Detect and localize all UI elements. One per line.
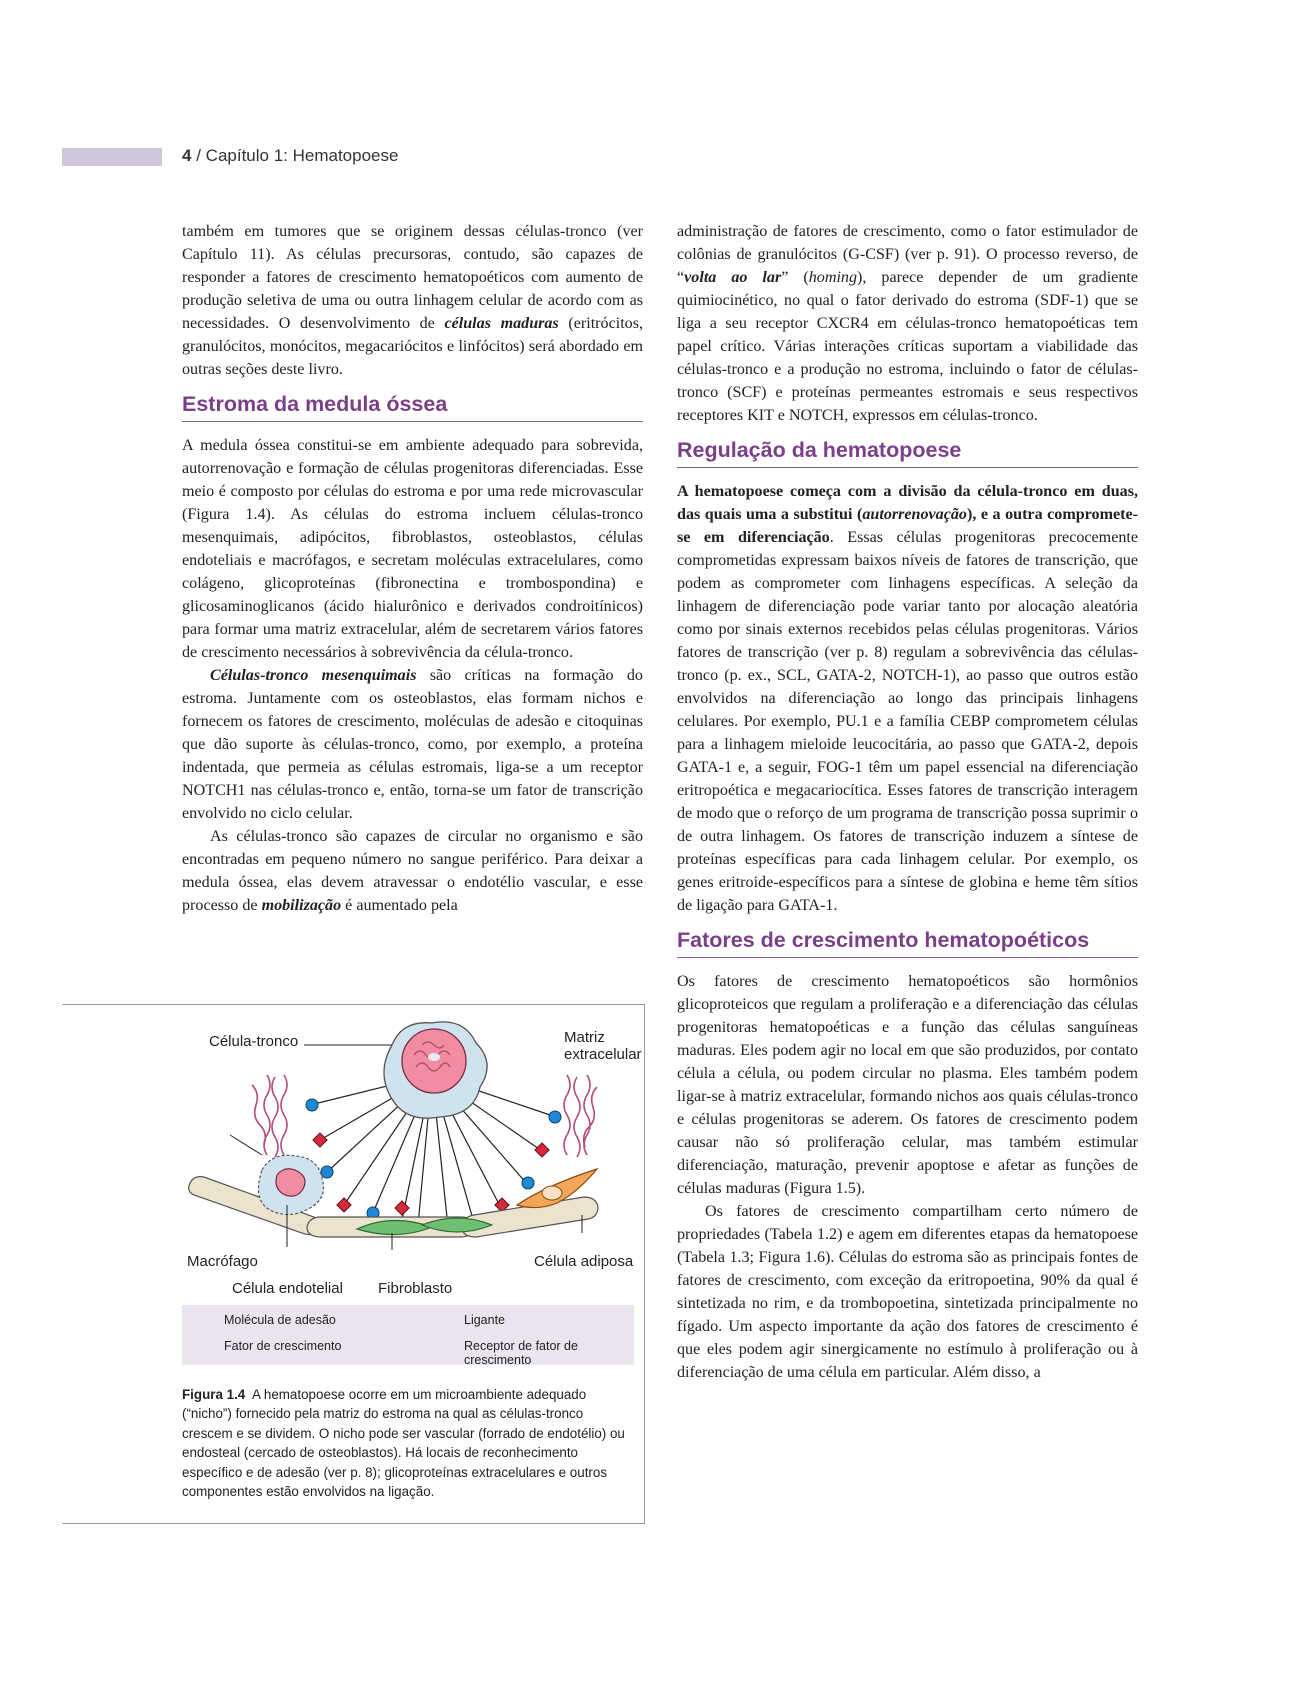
header-separator: /	[196, 146, 201, 165]
caption-text: A hematopoese ocorre em um microambiente adequado (“nicho”) fornecido pela matriz do estroma na qual as células-tronco crescem e se dividem. O nicho pode ser vascular (forrado de endotélio) ou endosteal (cercado de osteoblastos). Há locais de reconhecimento específico e de adesão (ver p. 8); glicoproteínas extracelulares e outros componentes estão envolvidos na ligação.	[182, 1387, 625, 1500]
label-stem-cell: Célula-tronco	[209, 1033, 299, 1050]
paragraph: A medula óssea constitui-se em ambiente adequado para sobrevida, autorrenovação e formação de células progenitoras diferenciadas. Esse meio é composto por células do estroma e por uma rede microvascular (Figura 1.4). As células do estroma incluem células-tronco mesenquimais, adipócitos, fibroblastos, osteoblastos, células endoteliais e macrófagos, e secretam moléculas extracelulares, como colágeno, glicoproteínas (fibronectina e trombospondina) e glicosaminoglicanos (ácido hialurônico e derivados condroitínicos) para formar uma matriz extracelular, além de secretarem vários fatores de crescimento necessários à sobrevivência da célula-tronco.	[182, 437, 643, 661]
paragraph: Os fatores de crescimento compartilham certo número de propriedades (Tabela 1.2) e agem em diferentes etapas da hematopoese (Tabela 1.3; Figura 1.6). Células do estroma são as principais fontes de fatores de crescimento, com exceção da eritropoetina, 90% da qual é sintetizada no rim, e da trombopoetina, sintetizada principalmente no fígado. Um aspecto importante da ação dos fatores de crescimento é que eles podem agir sinergicamente no estímulo à proliferação ou à diferenciação de uma célula em particular. Além disso, a	[677, 1203, 1138, 1381]
legend-growth-factor: Fator de crescimento	[224, 1339, 342, 1353]
right-column	[677, 220, 1138, 1384]
paragraph: A hematopoese começa com a divisão da célula-tronco em duas, das quais uma a substitui (autorrenovação), e a outra compromete-se em diferenciação. Essas células progenitoras precocemente comprometidas expressam baixos níveis de fatores de transcrição, que podem as comprometer com linhagens específicas. A seleção da linhagem de diferenciação pode variar tanto por alocação aleatória como por sinais externos recebidos pelas células progenitoras. Vários fatores de transcrição (ver p. 8) regulam a sobrevivência das células-tronco (p. ex., SCL, GATA-2, NOTCH-1), ao passo que outros estão envolvidos na diferenciação ao longo das principais linhagens celulares. Por exemplo, PU.1 e a família CEBP comprometem células para a linhagem mieloide leucocitária, ao passo que GATA-2, depois GATA-1 e, a seguir, FOG-1 têm um papel essencial na diferenciação eritropoética e megacariocítica. Esses fatores de transcrição interagem de modo que o reforço de um programa de transcrição possa suprimir o de outra linhagem. Os fatores de transcrição induzem a síntese de proteínas específicas para cada linhagem celular. Por exemplo, os genes eritroide-específicos para a síntese de globina e heme têm sítios de ligação para GATA-1.	[677, 483, 1138, 914]
legend-receptor: Receptor de fator de crescimento	[464, 1339, 578, 1367]
paragraph: Células-tronco mesenquimais são críticas na formação do estroma. Juntamente com os osteoblastos, elas formam nichos e fornecem os fatores de crescimento, moléculas de adesão e citoquinas que dão suporte às células-tronco, como, por exemplo, a proteína indentada, que permeia as células estromais, liga-se a um receptor NOTCH1 nas células-tronco e, então, torna-se um fator de transcrição envolvido no ciclo celular.	[182, 667, 643, 822]
paragraph: As células-tronco são capazes de circular no organismo e são encontradas em pequeno número no sangue periférico. Para deixar a medula óssea, elas devem atravessar o endotélio vascular, e esse processo de mobilização é aumentado pela	[182, 828, 643, 914]
running-header	[182, 146, 398, 166]
page-number: 4	[182, 146, 192, 165]
section-heading: Fatores de crescimento hematopoéticos	[677, 927, 1138, 958]
label-endothelial-cell: Célula endotelial	[232, 1280, 343, 1297]
label-macrophage: Macrófago	[187, 1253, 258, 1270]
growth-factors	[313, 1133, 549, 1215]
header-color-bar	[62, 148, 162, 166]
caption-label: Figura 1.4	[182, 1387, 246, 1402]
chapter-title: Capítulo 1: Hematopoese	[205, 146, 399, 165]
label-fibroblast: Fibroblasto	[378, 1280, 453, 1297]
section-heading: Regulação da hematopoese	[677, 437, 1138, 468]
section-heading: Estroma da medula óssea	[182, 391, 643, 422]
legend-ligand: Ligante	[464, 1313, 506, 1327]
stem-cell	[384, 1022, 487, 1118]
figure-legend	[182, 1305, 634, 1365]
left-column	[182, 220, 643, 917]
paragraph: Os fatores de crescimento hematopoéticos são hormônios glicoproteicos que regulam a proliferação e a diferenciação das células progenitoras hematopoéticas e a função das células sanguíneas maduras. Eles podem agir no local em que são produzidos, por contato célula a célula, ou podem circular no plasma. Eles também podem ligar-se à matriz extracelular, formando nichos aos quais células-tronco e células progenitoras se aderem. Os fatores de crescimento podem causar não só proliferação celular, mas também estimular diferenciação, maturação, prevenir apoptose e afetar as funções de células maduras (Figura 1.5).	[677, 973, 1138, 1197]
figure-1-4	[62, 1004, 645, 1524]
paragraph: também em tumores que se originem dessas células-tronco (ver Capítulo 11). As células precursoras, contudo, são capazes de responder a fatores de crescimento hematopoéticos com aumento de produção seletiva de uma ou outra linhagem celular de acordo com as necessidades. O desenvolvimento de células maduras (eritrócitos, granulócitos, monócitos, megacariócitos e linfócitos) será abordado em outras seções deste livro.	[182, 223, 644, 378]
paragraph: administração de fatores de crescimento, como o fator estimulador de colônias de granulócitos (G-CSF) (ver p. 91). O processo reverso, de “volta ao lar” (homing), parece depender de um gradiente quimiocinético, no qual o fator derivado do estroma (SDF-1) que se liga a seu receptor CXCR4 em células-tronco hematopoéticas tem papel crítico. Várias interações críticas suportam a viabilidade das células-tronco e a produção no estroma, incluindo o fator de células-tronco (SCF) e proteínas permeantes estromais e seus respectivos receptores KIT e NOTCH, expressos em células-tronco.	[677, 223, 1138, 424]
legend-adhesion: Molécula de adesão	[224, 1313, 336, 1327]
figure-caption	[182, 1385, 634, 1501]
label-matrix: Matriz extracelular	[564, 1029, 642, 1063]
macrophage	[258, 1155, 323, 1214]
label-fat-cell: Célula adiposa	[534, 1253, 634, 1270]
